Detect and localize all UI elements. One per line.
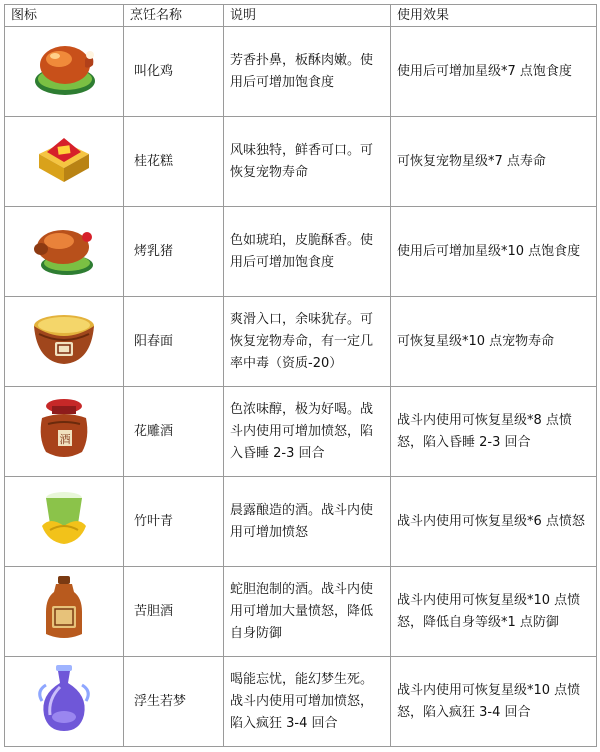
item-description: 风味独特，鲜香可口。可恢复宠物寿命	[224, 117, 391, 207]
item-effect: 战斗内使用可恢复星级*10 点愤怒，陷入疯狂 3-4 回合	[391, 657, 597, 747]
item-name: 烤乳猪	[124, 207, 224, 297]
item-name: 阳春面	[124, 297, 224, 387]
item-effect: 使用后可增加星级*7 点饱食度	[391, 27, 597, 117]
item-description: 色如琥珀，皮脆酥香。使用后可增加饱食度	[224, 207, 391, 297]
item-name: 花雕酒	[124, 387, 224, 477]
roast-chicken-icon	[29, 35, 99, 109]
table-row	[5, 207, 597, 297]
table-row	[5, 27, 597, 117]
header-effect: 使用效果	[391, 5, 597, 27]
item-description: 爽滑入口，余味犹存。可恢复宠物寿命，有一定几率中毒（资质-20）	[224, 297, 391, 387]
bamboo-wine-cup-icon	[36, 486, 92, 558]
table-row	[5, 297, 597, 387]
item-name: 桂花糕	[124, 117, 224, 207]
table-row	[5, 477, 597, 567]
table-row	[5, 387, 597, 477]
table-row	[5, 117, 597, 207]
header-name: 烹饪名称	[124, 5, 224, 27]
item-description: 芳香扑鼻，板酥肉嫩。使用后可增加饱食度	[224, 27, 391, 117]
item-effect: 战斗内使用可恢复星级*10 点愤怒，降低自身等级*1 点防御	[391, 567, 597, 657]
item-effect: 战斗内使用可恢复星级*8 点愤怒，陷入昏睡 2-3 回合	[391, 387, 597, 477]
item-description: 晨露酿造的酒。战斗内使用可增加愤怒	[224, 477, 391, 567]
item-name: 浮生若梦	[124, 657, 224, 747]
roast-pig-icon	[29, 215, 99, 289]
osmanthus-cake-icon	[31, 128, 97, 196]
item-description: 喝能忘忧，能幻梦生死。战斗内使用可增加愤怒，陷入疯狂 3-4 回合	[224, 657, 391, 747]
svg-text:酒: 酒	[59, 432, 71, 446]
item-effect: 使用后可增加星级*10 点饱食度	[391, 207, 597, 297]
item-effect: 可恢复宠物星级*7 点寿命	[391, 117, 597, 207]
dream-vase-icon	[34, 661, 94, 743]
header-row	[5, 5, 597, 27]
item-name: 苦胆酒	[124, 567, 224, 657]
item-name: 竹叶青	[124, 477, 224, 567]
header-description: 说明	[224, 5, 391, 27]
table-row	[5, 657, 597, 747]
noodle-bowl-icon	[29, 306, 99, 378]
table-row	[5, 567, 597, 657]
item-effect: 可恢复星级*10 点宠物寿命	[391, 297, 597, 387]
food-table	[4, 4, 597, 747]
wine-jar-icon	[32, 394, 96, 470]
item-effect: 战斗内使用可恢复星级*6 点愤怒	[391, 477, 597, 567]
bitter-wine-bottle-icon	[42, 572, 86, 652]
header-icon: 图标	[5, 5, 124, 27]
item-description: 色浓味醇，极为好喝。战斗内使用可增加愤怒，陷入昏睡 2-3 回合	[224, 387, 391, 477]
item-name: 叫化鸡	[124, 27, 224, 117]
item-description: 蛇胆泡制的酒。战斗内使用可增加大量愤怒，降低自身防御	[224, 567, 391, 657]
